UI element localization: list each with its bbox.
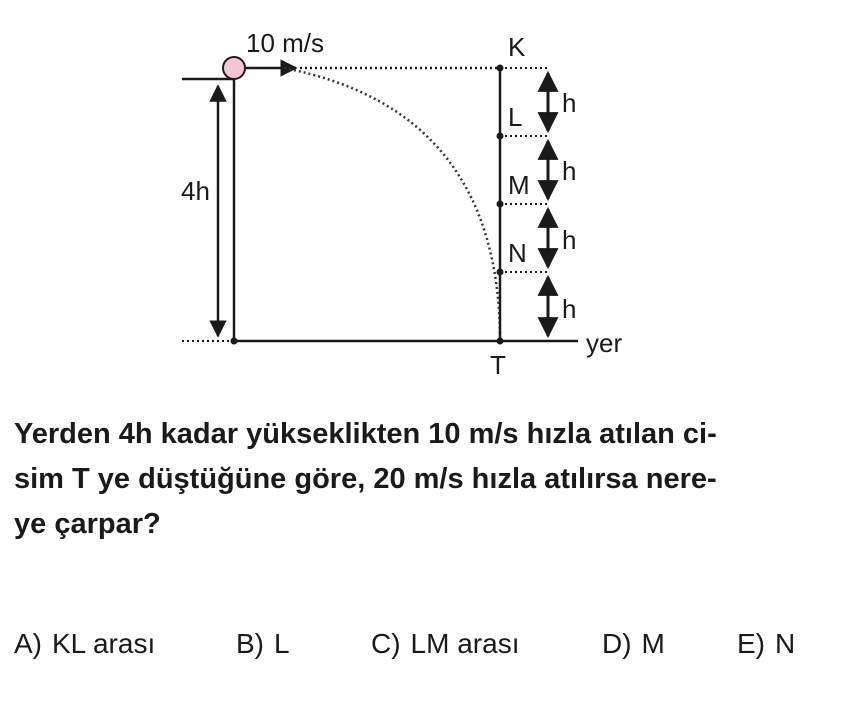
choice-text: KL arası xyxy=(52,628,156,659)
question-line: Yerden 4h kadar yükseklikten 10 m/s hızla atılan ci- xyxy=(14,418,717,450)
ground-dot xyxy=(231,338,238,345)
trajectory-path xyxy=(284,68,500,341)
point-l-dot xyxy=(497,133,504,140)
velocity-label: 10 m/s xyxy=(246,28,325,58)
choice-text: L xyxy=(274,628,290,659)
choice-d[interactable] xyxy=(602,628,675,660)
answer-choices xyxy=(0,628,853,672)
point-n-label: N xyxy=(508,238,527,268)
choice-letter: A) xyxy=(14,628,42,659)
choice-e[interactable] xyxy=(737,628,805,660)
point-t-dot xyxy=(497,338,504,345)
point-k-dot xyxy=(497,65,504,72)
point-m-label: M xyxy=(508,170,530,200)
choice-text: N xyxy=(775,628,796,659)
segment-label-mn: h xyxy=(562,225,577,255)
ground-label: yer xyxy=(586,328,623,358)
choice-letter: B) xyxy=(236,628,264,659)
question-line: sim T ye düştüğüne göre, 20 m/s hızla atılırsa nere- xyxy=(14,463,717,495)
choice-text: M xyxy=(641,628,665,659)
question-line: ye çarpar? xyxy=(14,508,161,540)
segment-label-kl: h xyxy=(562,88,577,118)
question-text xyxy=(14,412,834,547)
point-m-dot xyxy=(497,201,504,208)
point-k-label: K xyxy=(508,32,526,62)
choice-letter: D) xyxy=(602,628,632,659)
choice-a[interactable] xyxy=(14,628,165,660)
height-label: 4h xyxy=(181,176,210,206)
choice-letter: E) xyxy=(737,628,765,659)
choice-b[interactable] xyxy=(236,628,300,660)
choice-letter: C) xyxy=(371,628,401,659)
segment-label-lm: h xyxy=(562,156,577,186)
choice-text: LM arası xyxy=(410,628,520,659)
point-n-dot xyxy=(497,269,504,276)
ball xyxy=(223,57,245,79)
segment-label-nt: h xyxy=(562,294,577,324)
choice-c[interactable] xyxy=(371,628,529,660)
point-t-label: T xyxy=(490,350,506,380)
point-l-label: L xyxy=(508,102,523,132)
